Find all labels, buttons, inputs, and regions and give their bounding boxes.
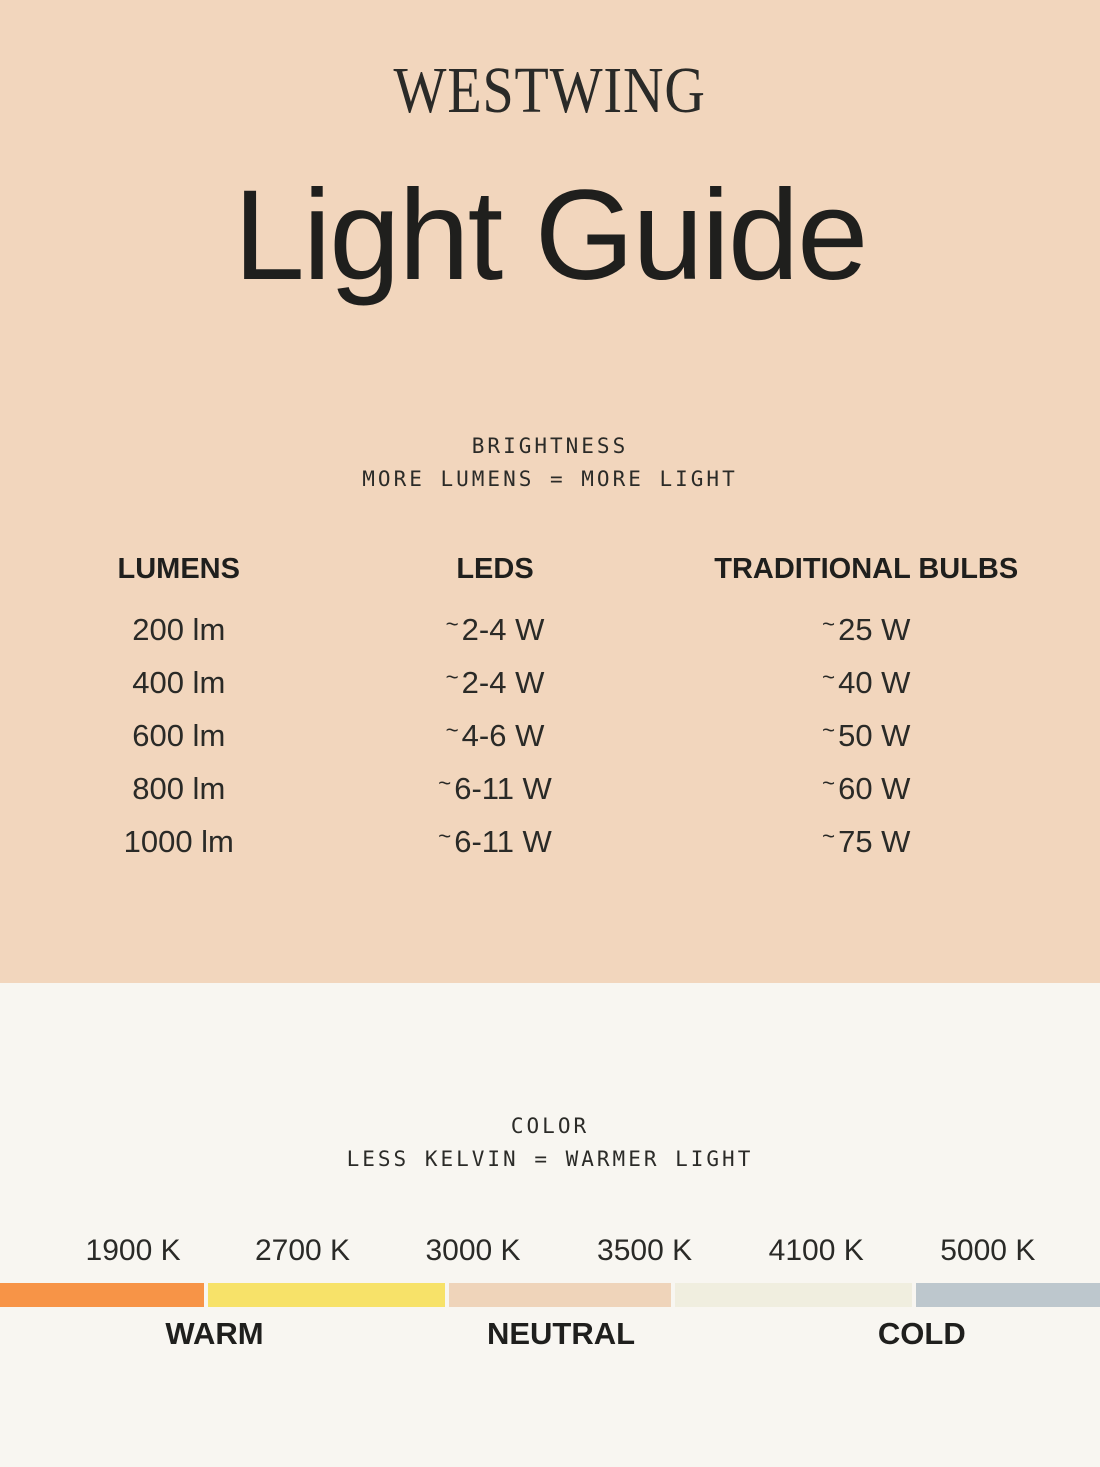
lumens-value: 600 lm [132,718,226,753]
traditional-watts-value [633,656,1100,712]
lumens-value: 800 lm [132,771,226,806]
approx-symbol: ~ [822,823,836,849]
table-row [0,709,1100,762]
table-row [0,762,1100,815]
approx-symbol: ~ [445,664,459,690]
temperature-label-neutral: NEUTRAL [486,1316,636,1351]
scale-segment-cold-blue [916,1283,1100,1307]
approx-symbol: ~ [822,770,836,796]
kelvin-label: 1900 K [85,1234,181,1267]
approx-symbol: ~ [822,611,836,637]
traditional-watts-text: 25 W [838,612,911,647]
brightness-subheading: MORE LUMENS = MORE LIGHT [362,467,738,491]
traditional-watts-value [633,762,1100,818]
kelvin-label-row [0,1233,1100,1269]
kelvin-label: 2700 K [254,1234,351,1267]
kelvin-label: 3000 K [425,1234,521,1267]
traditional-watts-text: 75 W [838,824,911,859]
led-watts-value [358,603,633,659]
approx-symbol: ~ [822,717,836,743]
led-watts-text: 4-6 W [461,718,545,753]
led-watts-text: 6-11 W [454,771,552,806]
brightness-table-header-row [0,552,1100,586]
led-watts-text: 2-4 W [461,665,545,700]
lumens-value: 200 lm [132,612,226,647]
led-watts-value [358,815,633,871]
kelvin-label: 3500 K [597,1234,693,1267]
column-header-leds: LEDS [456,553,534,585]
traditional-watts-text: 60 W [838,771,911,806]
lumens-value: 400 lm [132,665,226,700]
temperature-label-cold: COLD [877,1316,966,1351]
scale-segment-neutral-peach [449,1283,672,1307]
traditional-watts-text: 50 W [838,718,911,753]
page-title: Light Guide [233,164,867,307]
approx-symbol: ~ [822,664,836,690]
kelvin-label: 5000 K [940,1234,1036,1267]
brand-logo [0,54,1100,127]
column-header-lumens: LUMENS [117,553,240,585]
scale-segment-neutral-cream [675,1283,912,1307]
brightness-heading-block [0,430,1100,496]
traditional-watts-value [633,815,1100,871]
led-watts-value [358,709,633,765]
approx-symbol: ~ [445,611,459,637]
approx-symbol: ~ [445,717,459,743]
brand-logo-text: WESTWING [393,54,707,127]
color-subheading: LESS KELVIN = WARMER LIGHT [346,1147,754,1171]
led-watts-text: 6-11 W [454,824,552,859]
traditional-watts-value [633,603,1100,659]
led-watts-text: 2-4 W [461,612,545,647]
color-heading: COLOR [510,1114,590,1138]
brightness-heading: BRIGHTNESS [471,434,629,458]
kelvin-label: 4100 K [768,1234,864,1267]
table-row [0,815,1100,868]
traditional-watts-value [633,709,1100,765]
table-row [0,656,1100,709]
color-temperature-scale-bar [0,1283,1100,1307]
scale-segment-warm-orange [0,1283,204,1307]
led-watts-value [358,762,633,818]
lumens-value: 1000 lm [123,824,234,859]
scale-segment-warm-yellow [208,1283,445,1307]
traditional-watts-text: 40 W [838,665,911,700]
table-row [0,603,1100,656]
approx-symbol: ~ [438,823,452,849]
color-heading-block [0,1110,1100,1176]
column-header-traditional-bulbs: TRADITIONAL BULBS [714,553,1019,585]
temperature-label-warm: WARM [165,1316,264,1351]
color-section [0,983,1100,1467]
brightness-table-body [0,603,1100,868]
temperature-label-row [0,1315,1100,1353]
led-watts-value [358,656,633,712]
approx-symbol: ~ [438,770,452,796]
